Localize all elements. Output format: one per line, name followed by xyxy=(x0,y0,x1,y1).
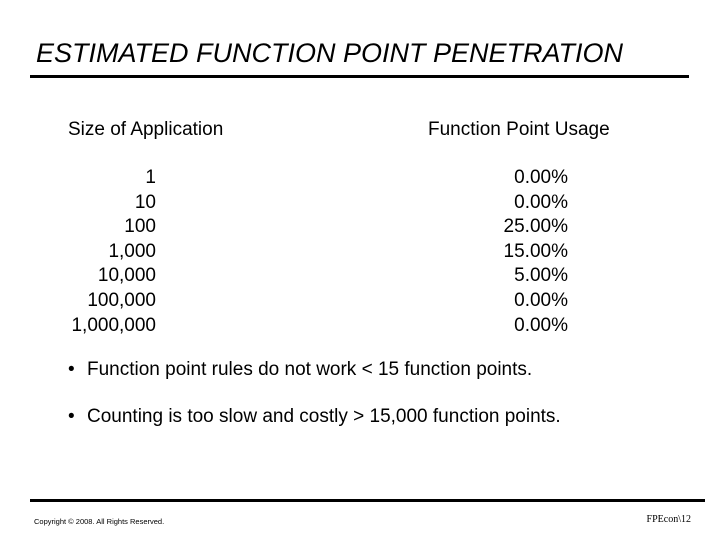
usage-cell: 5.00% xyxy=(514,265,568,287)
size-cell: 100,000 xyxy=(87,289,156,311)
slide-title: ESTIMATED FUNCTION POINT PENETRATION xyxy=(36,38,624,68)
title-underline xyxy=(30,75,689,78)
size-cell: 1 xyxy=(145,167,156,188)
usage-cell: 25.00% xyxy=(503,216,568,238)
bullet-text: Counting is too slow and costly > 15,000 function points. xyxy=(87,406,561,427)
size-column-header: Size of Application xyxy=(68,119,224,140)
usage-cell: 0.00% xyxy=(514,191,568,213)
bullet-marker: • xyxy=(68,359,75,380)
usage-cell: 15.00% xyxy=(503,240,568,262)
usage-column-header: Function Point Usage xyxy=(428,119,610,140)
size-cell: 100 xyxy=(124,216,156,238)
bullet-item xyxy=(68,359,532,381)
footer-rule xyxy=(30,499,705,502)
size-column xyxy=(71,166,156,338)
bullet-item xyxy=(68,406,561,428)
slide-reference: FPEcon\12 xyxy=(646,514,691,525)
usage-cell: 0.00% xyxy=(514,314,568,336)
bullet-marker: • xyxy=(68,406,75,427)
size-cell: 1,000 xyxy=(108,240,156,262)
usage-column xyxy=(504,166,568,338)
size-cell: 10,000 xyxy=(97,265,156,287)
copyright-notice: Copyright © 2008. All Rights Reserved. xyxy=(34,517,165,526)
size-cell: 1,000,000 xyxy=(71,314,156,336)
bullet-text: Function point rules do not work < 15 function points. xyxy=(87,359,533,380)
usage-cell: 0.00% xyxy=(514,167,568,188)
size-cell: 10 xyxy=(134,191,156,213)
usage-cell: 0.00% xyxy=(514,289,568,311)
